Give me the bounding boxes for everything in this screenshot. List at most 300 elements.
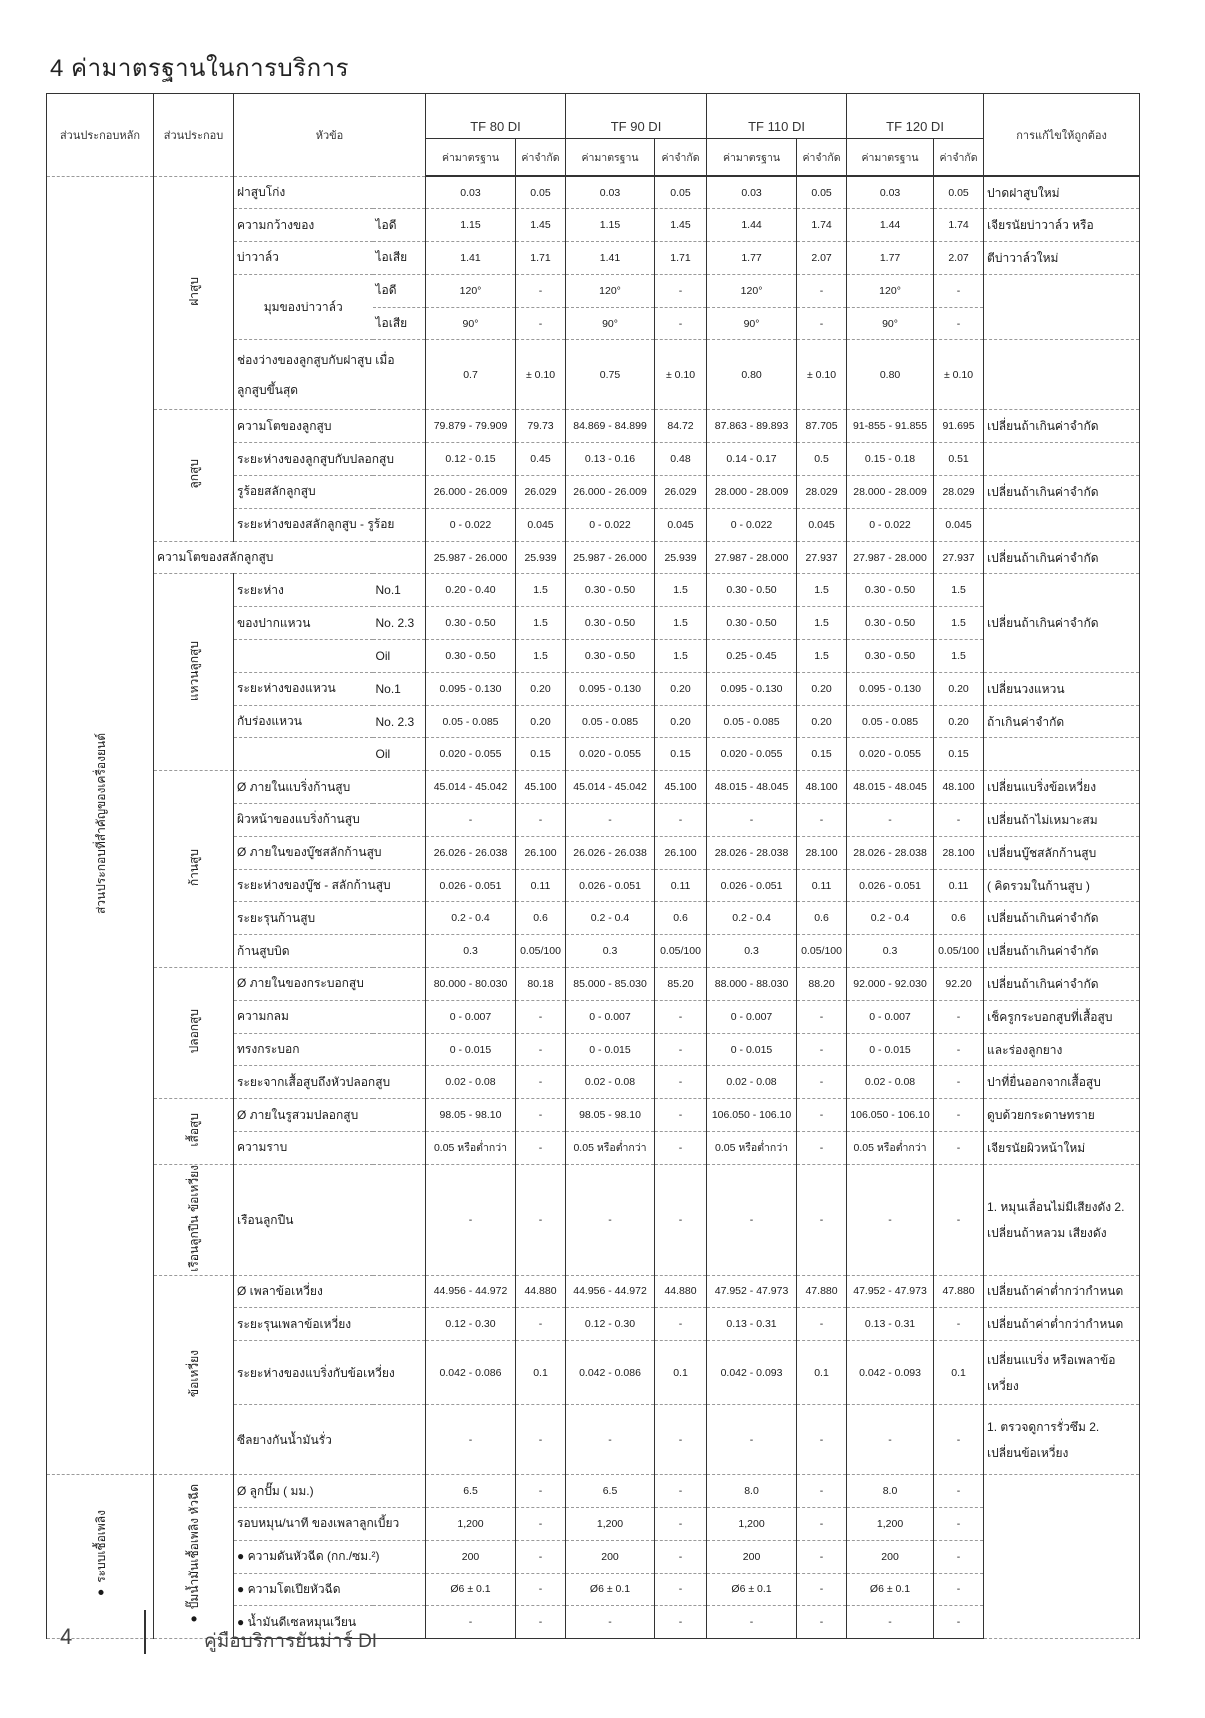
service-standards-table xyxy=(46,93,1140,1639)
standard-value: 0.2 - 0.4 xyxy=(566,902,655,935)
limit-value: - xyxy=(934,1164,984,1275)
standard-value: 45.014 - 45.042 xyxy=(426,771,516,804)
standard-value: 25.987 - 26.000 xyxy=(566,541,655,574)
standard-value: 0.095 - 0.130 xyxy=(707,672,797,705)
row-topic: ระยะรุนเพลาข้อเหวี่ยง xyxy=(234,1308,426,1341)
limit-value: 1.74 xyxy=(934,209,984,242)
standard-value: 0.25 - 0.45 xyxy=(707,640,797,673)
standard-value: - xyxy=(566,1606,655,1639)
limit-value: 28.029 xyxy=(797,476,847,509)
header-limit: ค่าจำกัด xyxy=(934,139,984,177)
row-topic: มุมของบ่าวาล์ว xyxy=(234,274,373,340)
standard-value: 1,200 xyxy=(707,1507,797,1540)
component-cell xyxy=(154,1164,234,1275)
limit-value: - xyxy=(655,307,707,340)
limit-value: 0.20 xyxy=(655,672,707,705)
limit-value: - xyxy=(797,307,847,340)
standard-value: 0.05 หรือต่ำกว่า xyxy=(426,1132,516,1165)
standard-value: 0.20 - 0.40 xyxy=(426,574,516,607)
limit-value: - xyxy=(655,1540,707,1573)
correction-cell xyxy=(984,508,1140,541)
standard-value: 0.03 xyxy=(707,176,797,209)
row-topic: ซีลยางกันน้ำมันรั่ว xyxy=(234,1405,426,1475)
limit-value: - xyxy=(655,1099,707,1132)
limit-value: 0.51 xyxy=(934,443,984,476)
standard-value: 0.2 - 0.4 xyxy=(707,902,797,935)
standard-value: 91-855 - 91.855 xyxy=(847,410,934,443)
limit-value: 0.11 xyxy=(934,869,984,902)
standard-value: 0.80 xyxy=(707,340,797,410)
standard-value: 0.12 - 0.30 xyxy=(566,1308,655,1341)
standard-value: 0.02 - 0.08 xyxy=(847,1066,934,1099)
limit-value: 0.45 xyxy=(516,443,566,476)
standard-value: - xyxy=(707,1606,797,1639)
limit-value: - xyxy=(934,1405,984,1475)
limit-value: 0.1 xyxy=(516,1341,566,1405)
standard-value: 98.05 - 98.10 xyxy=(426,1099,516,1132)
limit-value: - xyxy=(934,1540,984,1573)
standard-value: 1.15 xyxy=(566,209,655,242)
correction-cell: เปลี่ยนบู๊ชสลักก้านสูบ xyxy=(984,836,1140,869)
limit-value: 45.100 xyxy=(655,771,707,804)
limit-value: - xyxy=(516,1066,566,1099)
correction-cell: เปลี่ยนถ้าเกินค่าจำกัด xyxy=(984,935,1140,968)
standard-value: 120° xyxy=(707,274,797,307)
standard-value: 28.000 - 28.009 xyxy=(847,476,934,509)
row-sub-label: No. 2.3 xyxy=(373,705,426,738)
standard-value: 0.03 xyxy=(566,176,655,209)
standard-value: 0 - 0.022 xyxy=(566,508,655,541)
limit-value: - xyxy=(516,804,566,837)
row-topic: ระยะรุนก้านสูบ xyxy=(234,902,426,935)
row-topic: Ø ภายในรูสวมปลอกสูบ xyxy=(234,1099,426,1132)
standard-value: 90° xyxy=(847,307,934,340)
standard-value: - xyxy=(707,1164,797,1275)
row-topic: ระยะห่างของแหวน xyxy=(234,672,373,705)
limit-value: - xyxy=(516,1405,566,1475)
standard-value: 26.000 - 26.009 xyxy=(426,476,516,509)
row-sub-label: Oil xyxy=(373,738,426,771)
limit-value: 0.1 xyxy=(934,1341,984,1405)
standard-value: 48.015 - 48.045 xyxy=(847,771,934,804)
standard-value: 0 - 0.007 xyxy=(566,1000,655,1033)
standard-value: 28.026 - 28.038 xyxy=(847,836,934,869)
limit-value: - xyxy=(934,1475,984,1508)
row-sub-label: Oil xyxy=(373,640,426,673)
standard-value: 1.44 xyxy=(707,209,797,242)
standard-value: - xyxy=(707,1405,797,1475)
limit-value: - xyxy=(797,1606,847,1639)
standard-value: 1.15 xyxy=(426,209,516,242)
limit-value: 0.045 xyxy=(797,508,847,541)
limit-value: 26.100 xyxy=(516,836,566,869)
standard-value: 26.026 - 26.038 xyxy=(426,836,516,869)
standard-value: 0.30 - 0.50 xyxy=(847,574,934,607)
limit-value: - xyxy=(655,1573,707,1606)
standard-value: 25.987 - 26.000 xyxy=(426,541,516,574)
limit-value: 0.48 xyxy=(655,443,707,476)
standard-value: 48.015 - 48.045 xyxy=(707,771,797,804)
limit-value: 0.6 xyxy=(655,902,707,935)
standard-value: 0.05 หรือต่ำกว่า xyxy=(707,1132,797,1165)
limit-value: - xyxy=(655,274,707,307)
limit-value: - xyxy=(516,1033,566,1066)
limit-value: 0.11 xyxy=(655,869,707,902)
standard-value: 44.956 - 44.972 xyxy=(566,1275,655,1308)
header-standard: ค่ามาตรฐาน xyxy=(847,139,934,177)
correction-cell: เปลี่ยนถ้าไม่เหมาะสม xyxy=(984,804,1140,837)
standard-value: 0.12 - 0.30 xyxy=(426,1308,516,1341)
limit-value: 1.5 xyxy=(797,640,847,673)
limit-value: - xyxy=(797,804,847,837)
standard-value: - xyxy=(426,804,516,837)
limit-value: 0.05/100 xyxy=(655,935,707,968)
standard-value: 8.0 xyxy=(707,1475,797,1508)
limit-value: 1.45 xyxy=(516,209,566,242)
correction-cell: เปลี่ยนถ้าเกินค่าจำกัด xyxy=(984,410,1140,443)
standard-value: 87.863 - 89.893 xyxy=(707,410,797,443)
limit-value: - xyxy=(934,1507,984,1540)
correction-cell: ตีบ่าวาล์วใหม่ xyxy=(984,242,1140,275)
standard-value: 0.05 - 0.085 xyxy=(426,705,516,738)
limit-value: 27.937 xyxy=(797,541,847,574)
standard-value: 0.80 xyxy=(847,340,934,410)
correction-cell xyxy=(984,443,1140,476)
limit-value: 0.15 xyxy=(516,738,566,771)
standard-value: 0 - 0.007 xyxy=(847,1000,934,1033)
limit-value: 28.100 xyxy=(797,836,847,869)
limit-value: 0.20 xyxy=(797,672,847,705)
standard-value: 120° xyxy=(426,274,516,307)
correction-cell: เปลี่ยนถ้าค่าต่ำกว่ากำหนด xyxy=(984,1308,1140,1341)
standard-value: 98.05 - 98.10 xyxy=(566,1099,655,1132)
standard-value: 0.020 - 0.055 xyxy=(426,738,516,771)
standard-value: 0 - 0.022 xyxy=(426,508,516,541)
row-topic xyxy=(234,640,373,673)
standard-value: 90° xyxy=(426,307,516,340)
table-row xyxy=(47,1164,1140,1275)
standard-value: 45.014 - 45.042 xyxy=(566,771,655,804)
row-topic: ความกลม xyxy=(234,1000,426,1033)
standard-value: 0.026 - 0.051 xyxy=(566,869,655,902)
row-topic: ● น้ำมันดีเซลหมุนเวียน xyxy=(234,1606,426,1639)
component-label: ลูกสูบ xyxy=(187,459,201,489)
limit-value: 0.15 xyxy=(797,738,847,771)
correction-cell: เปลี่ยนถ้าเกินค่าจำกัด xyxy=(984,541,1140,574)
correction-cell: เปลี่ยนถ้าค่าต่ำกว่ากำหนด xyxy=(984,1275,1140,1308)
limit-value: ± 0.10 xyxy=(516,340,566,410)
limit-value: - xyxy=(655,1475,707,1508)
standard-value: 0.2 - 0.4 xyxy=(847,902,934,935)
standard-value: - xyxy=(847,1606,934,1639)
limit-value: 0.045 xyxy=(934,508,984,541)
component-label: ปลอกสูบ xyxy=(187,1009,201,1054)
limit-value: 0.20 xyxy=(655,705,707,738)
row-topic xyxy=(234,738,373,771)
limit-value: 25.939 xyxy=(516,541,566,574)
correction-cell: ( คิดรวมในก้านสูบ ) xyxy=(984,869,1140,902)
correction-cell: เปลี่ยนแบริ่งข้อเหวี่ยง xyxy=(984,771,1140,804)
limit-value: - xyxy=(655,1132,707,1165)
header-limit: ค่าจำกัด xyxy=(516,139,566,177)
standard-value: 1,200 xyxy=(847,1507,934,1540)
standard-value: 0 - 0.015 xyxy=(707,1033,797,1066)
standard-value: 0.13 - 0.31 xyxy=(847,1308,934,1341)
standard-value: - xyxy=(566,804,655,837)
standard-value: 26.026 - 26.038 xyxy=(566,836,655,869)
limit-value: - xyxy=(934,1606,984,1639)
standard-value: 0.020 - 0.055 xyxy=(847,738,934,771)
limit-value: - xyxy=(934,1308,984,1341)
limit-value: ± 0.10 xyxy=(797,340,847,410)
standard-value: 0 - 0.015 xyxy=(566,1033,655,1066)
table-row xyxy=(47,176,1140,209)
limit-value: - xyxy=(934,1066,984,1099)
standard-value: 0.042 - 0.086 xyxy=(426,1341,516,1405)
row-topic: ระยะห่างของบู๊ช - สลักก้านสูบ xyxy=(234,869,426,902)
correction-cell xyxy=(984,1475,1140,1639)
standard-value: 1,200 xyxy=(566,1507,655,1540)
limit-value: 85.20 xyxy=(655,968,707,1001)
limit-value: 27.937 xyxy=(934,541,984,574)
standard-value: 0.05 - 0.085 xyxy=(707,705,797,738)
row-topic: ฝาสูบโก่ง xyxy=(234,176,426,209)
limit-value: 26.029 xyxy=(655,476,707,509)
standard-value: Ø6 ± 0.1 xyxy=(847,1573,934,1606)
limit-value: 88.20 xyxy=(797,968,847,1001)
limit-value: 0.15 xyxy=(655,738,707,771)
limit-value: 0.05/100 xyxy=(797,935,847,968)
standard-value: 90° xyxy=(566,307,655,340)
row-topic: ● ความโตเปียหัวฉีด xyxy=(234,1573,426,1606)
row-topic: Ø ภายในของบู๊ชสลักก้านสูบ xyxy=(234,836,426,869)
limit-value: - xyxy=(516,1507,566,1540)
standard-value: 0.042 - 0.093 xyxy=(847,1341,934,1405)
header-model-tf120: TF 120 DI xyxy=(847,94,984,139)
main-part-label: ● ระบบเชื้อเพลิง xyxy=(93,1510,108,1601)
standard-value: 0.12 - 0.15 xyxy=(426,443,516,476)
limit-value: 80.18 xyxy=(516,968,566,1001)
limit-value: - xyxy=(516,1000,566,1033)
limit-value: - xyxy=(797,1066,847,1099)
limit-value: 2.07 xyxy=(797,242,847,275)
limit-value: 0.11 xyxy=(516,869,566,902)
limit-value: - xyxy=(655,1308,707,1341)
limit-value: 48.100 xyxy=(797,771,847,804)
standard-value: 26.000 - 26.009 xyxy=(566,476,655,509)
limit-value: 1.45 xyxy=(655,209,707,242)
row-topic: ความราบ xyxy=(234,1132,426,1165)
standard-value: 200 xyxy=(707,1540,797,1573)
limit-value: - xyxy=(655,1000,707,1033)
standard-value: 120° xyxy=(847,274,934,307)
standard-value: 28.000 - 28.009 xyxy=(707,476,797,509)
standard-value: 0.7 xyxy=(426,340,516,410)
row-topic: เรือนลูกปืน xyxy=(234,1164,426,1275)
row-sub-label: No. 2.3 xyxy=(373,607,426,640)
component-cell xyxy=(154,1475,234,1639)
table-row xyxy=(47,1099,1140,1132)
standard-value: 0.05 - 0.085 xyxy=(847,705,934,738)
row-topic: ระยะห่างของแบริ่งกับข้อเหวี่ยง xyxy=(234,1341,426,1405)
standard-value: 0.30 - 0.50 xyxy=(426,640,516,673)
limit-value: 87.705 xyxy=(797,410,847,443)
standard-value: 106.050 - 106.10 xyxy=(847,1099,934,1132)
standard-value: 0.020 - 0.055 xyxy=(707,738,797,771)
limit-value: ± 0.10 xyxy=(655,340,707,410)
standard-value: 47.952 - 47.973 xyxy=(847,1275,934,1308)
row-topic: ความโตของลูกสูบ xyxy=(234,410,426,443)
limit-value: - xyxy=(516,1573,566,1606)
limit-value: - xyxy=(516,1540,566,1573)
limit-value: - xyxy=(516,1099,566,1132)
correction-cell: ปาดฝาสูบใหม่ xyxy=(984,176,1140,209)
limit-value: 0.20 xyxy=(934,705,984,738)
standard-value: 28.026 - 28.038 xyxy=(707,836,797,869)
row-sub-label: ไอเสีย xyxy=(373,242,426,275)
row-topic: ทรงกระบอก xyxy=(234,1033,426,1066)
row-topic: ของปากแหวน xyxy=(234,607,373,640)
limit-value: - xyxy=(797,1000,847,1033)
standard-value: 0.13 - 0.31 xyxy=(707,1308,797,1341)
standard-value: 1.41 xyxy=(426,242,516,275)
standard-value: 92.000 - 92.030 xyxy=(847,968,934,1001)
limit-value: - xyxy=(934,1099,984,1132)
component-label: ● ปั๊มน้ำมันเชื้อเพลิง หัวฉีด xyxy=(187,1483,201,1627)
limit-value: - xyxy=(934,1033,984,1066)
standard-value: 0.2 - 0.4 xyxy=(426,902,516,935)
standard-value: 0.05 หรือต่ำกว่า xyxy=(566,1132,655,1165)
limit-value: 84.72 xyxy=(655,410,707,443)
limit-value: 0.05/100 xyxy=(516,935,566,968)
limit-value: 47.880 xyxy=(797,1275,847,1308)
standard-value: - xyxy=(566,1405,655,1475)
limit-value: - xyxy=(655,1606,707,1639)
limit-value: - xyxy=(516,1164,566,1275)
limit-value: ± 0.10 xyxy=(934,340,984,410)
limit-value: 0.05 xyxy=(934,176,984,209)
correction-cell: เปลี่ยนถ้าเกินค่าจำกัด xyxy=(984,574,1140,672)
row-topic: ระยะห่างของสลักลูกสูบ - รูร้อย xyxy=(234,508,426,541)
limit-value: - xyxy=(797,1164,847,1275)
standard-value: 0.3 xyxy=(847,935,934,968)
standard-value: - xyxy=(426,1606,516,1639)
standard-value: 0.30 - 0.50 xyxy=(426,607,516,640)
standard-value: 8.0 xyxy=(847,1475,934,1508)
row-topic: Ø ลูกปั๊ม ( มม.) xyxy=(234,1475,426,1508)
standard-value: 0 - 0.022 xyxy=(847,508,934,541)
row-topic: ● ความดันหัวฉีด (กก./ซม.²) xyxy=(234,1540,426,1573)
row-sub-label: ไอเสีย xyxy=(373,307,426,340)
header-standard: ค่ามาตรฐาน xyxy=(426,139,516,177)
limit-value: 0.5 xyxy=(797,443,847,476)
limit-value: 0.05 xyxy=(797,176,847,209)
limit-value: - xyxy=(934,1000,984,1033)
standard-value: 0.30 - 0.50 xyxy=(847,607,934,640)
standard-value: Ø6 ± 0.1 xyxy=(566,1573,655,1606)
standard-value: 1.77 xyxy=(847,242,934,275)
main-part-cell xyxy=(47,176,154,1475)
standard-value: 0 - 0.007 xyxy=(707,1000,797,1033)
component-label: ก้านสูบ xyxy=(187,849,201,887)
limit-value: 44.880 xyxy=(655,1275,707,1308)
limit-value: - xyxy=(797,1540,847,1573)
limit-value: 0.11 xyxy=(797,869,847,902)
standard-value: 79.879 - 79.909 xyxy=(426,410,516,443)
limit-value: 1.5 xyxy=(516,574,566,607)
limit-value: 92.20 xyxy=(934,968,984,1001)
limit-value: - xyxy=(655,1066,707,1099)
limit-value: 0.045 xyxy=(516,508,566,541)
limit-value: - xyxy=(516,307,566,340)
limit-value: 26.029 xyxy=(516,476,566,509)
limit-value: 25.939 xyxy=(655,541,707,574)
correction-cell: 1. ตรวจดูการรั่วซึม 2. เปลี่ยนข้อเหวี่ยง xyxy=(984,1405,1140,1475)
standard-value: 0.30 - 0.50 xyxy=(566,574,655,607)
component-cell xyxy=(154,574,234,771)
limit-value: 28.100 xyxy=(934,836,984,869)
standard-value: Ø6 ± 0.1 xyxy=(707,1573,797,1606)
component-label: เรือนลูกปืน ข้อเหวี่ยง xyxy=(187,1164,201,1272)
header-topic: หัวข้อ xyxy=(234,94,426,177)
limit-value: - xyxy=(797,274,847,307)
standard-value: Ø6 ± 0.1 xyxy=(426,1573,516,1606)
limit-value: 47.880 xyxy=(934,1275,984,1308)
standard-value: 44.956 - 44.972 xyxy=(426,1275,516,1308)
main-part-cell xyxy=(47,1475,154,1639)
row-topic: Ø เพลาข้อเหวี่ยง xyxy=(234,1275,426,1308)
limit-value: 0.1 xyxy=(797,1341,847,1405)
row-topic: รอบหมุน/นาที ของเพลาลูกเบี้ยว xyxy=(234,1507,426,1540)
row-topic: ระยะห่าง xyxy=(234,574,373,607)
standard-value: 106.050 - 106.10 xyxy=(707,1099,797,1132)
correction-cell: เปลี่ยนวงแหวน xyxy=(984,672,1140,705)
limit-value: 0.05 xyxy=(516,176,566,209)
limit-value: 0.20 xyxy=(516,705,566,738)
header-limit: ค่าจำกัด xyxy=(797,139,847,177)
limit-value: 1.5 xyxy=(516,607,566,640)
component-cell xyxy=(154,771,234,968)
header-component: ส่วนประกอบ xyxy=(154,94,234,177)
standard-value: 0.026 - 0.051 xyxy=(707,869,797,902)
row-sub-label: ไอดี xyxy=(373,209,426,242)
standard-value: 47.952 - 47.973 xyxy=(707,1275,797,1308)
standard-value: 0.30 - 0.50 xyxy=(707,607,797,640)
standard-value: 200 xyxy=(566,1540,655,1573)
standard-value: 0.095 - 0.130 xyxy=(426,672,516,705)
row-topic: Ø ภายในแบริ่งก้านสูบ xyxy=(234,771,426,804)
limit-value: 1.5 xyxy=(655,607,707,640)
limit-value: - xyxy=(934,307,984,340)
correction-cell xyxy=(984,738,1140,771)
standard-value: 0.020 - 0.055 xyxy=(566,738,655,771)
correction-cell: เปลี่ยนถ้าเกินค่าจำกัด xyxy=(984,968,1140,1001)
standard-value: 1.44 xyxy=(847,209,934,242)
limit-value: - xyxy=(655,1507,707,1540)
standard-value: 0.095 - 0.130 xyxy=(566,672,655,705)
component-cell xyxy=(154,968,234,1099)
row-topic: รูร้อยสลักลูกสูบ xyxy=(234,476,426,509)
header-standard: ค่ามาตรฐาน xyxy=(707,139,797,177)
limit-value: 45.100 xyxy=(516,771,566,804)
standard-value: 0.042 - 0.093 xyxy=(707,1341,797,1405)
standard-value: 85.000 - 85.030 xyxy=(566,968,655,1001)
standard-value: 0.13 - 0.16 xyxy=(566,443,655,476)
limit-value: - xyxy=(516,1132,566,1165)
limit-value: 0.05 xyxy=(655,176,707,209)
limit-value: 28.029 xyxy=(934,476,984,509)
limit-value: 0.15 xyxy=(934,738,984,771)
